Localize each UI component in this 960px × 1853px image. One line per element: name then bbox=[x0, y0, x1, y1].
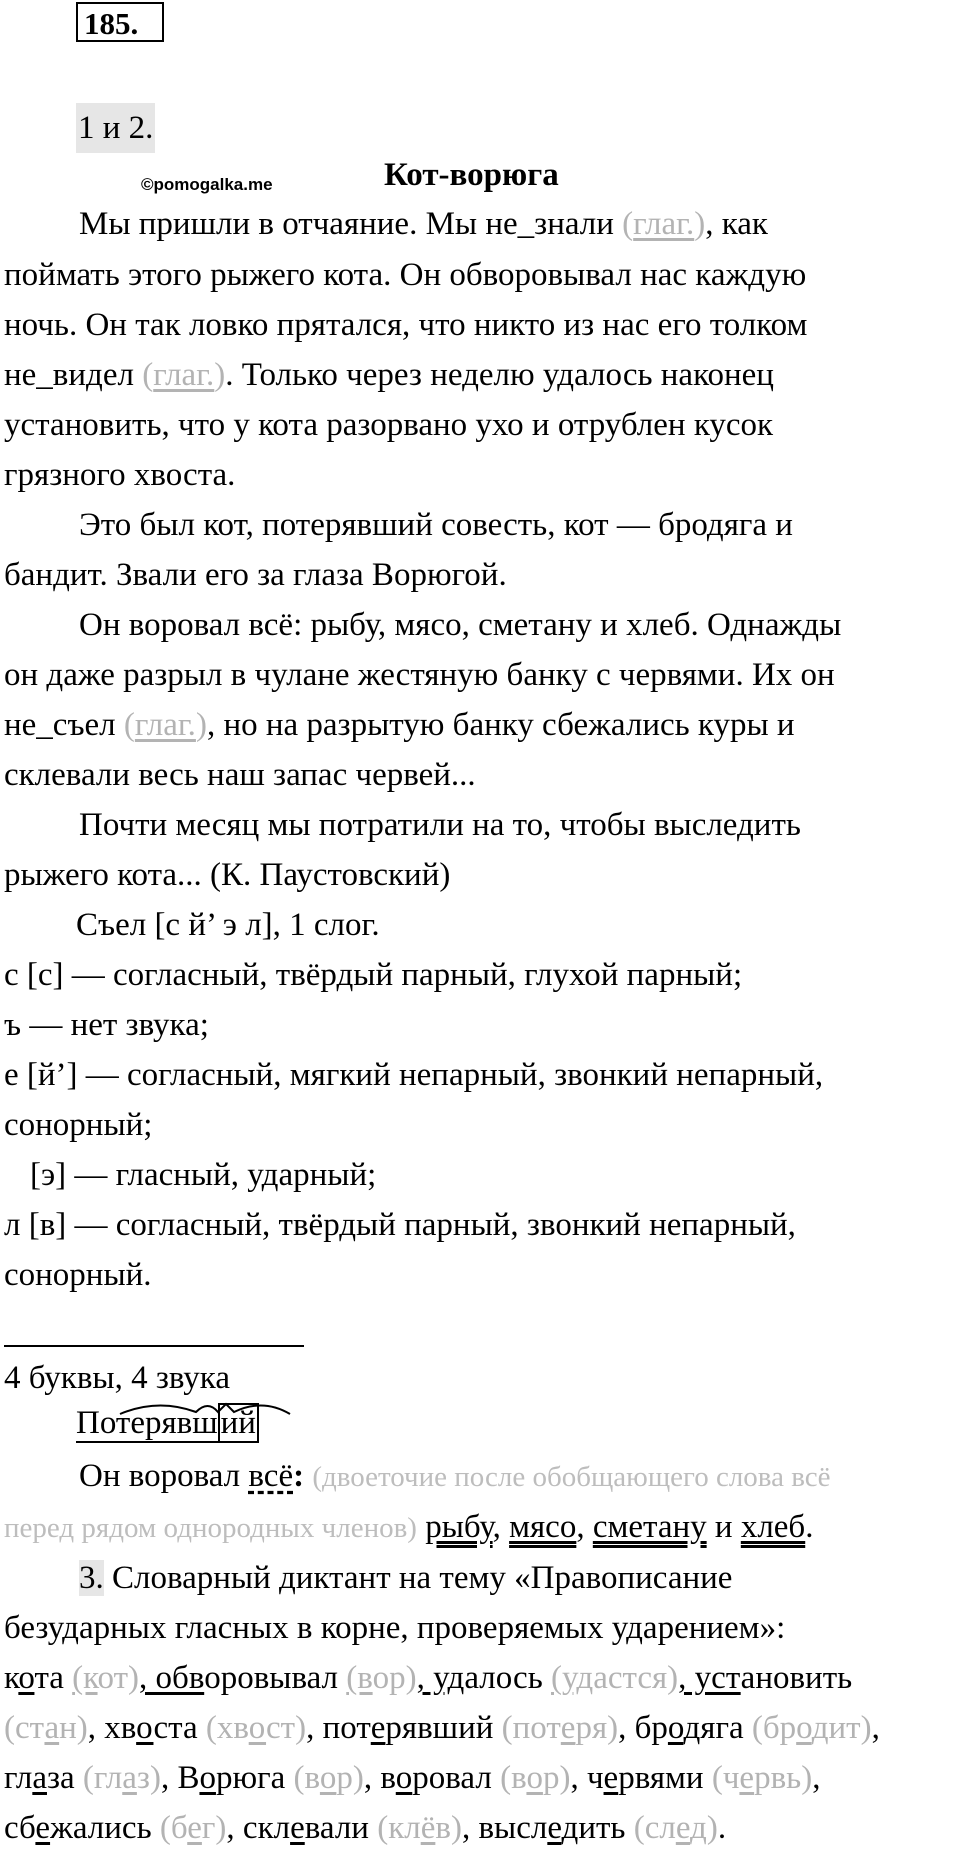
word-part: ста bbox=[153, 1710, 206, 1746]
syntax-line: перед рядом однородных членов) рыбу, мясо, сметану и хлеб. bbox=[4, 1509, 814, 1545]
stressed-vowel: о bbox=[18, 1660, 35, 1696]
word-part: новить bbox=[755, 1660, 853, 1696]
text-line: Мы пришли в отчаяние. Мы не_знали (глаг.), как bbox=[79, 206, 768, 242]
word-part: дяга bbox=[683, 1710, 752, 1746]
stressed-vowel: о bbox=[526, 1760, 543, 1796]
text-line: бандит. Звали его за глаза Ворюгой. bbox=[4, 557, 507, 593]
stressed-vowel: о bbox=[395, 1760, 413, 1796]
phonetic-line: е [й’] — согласный, мягкий непарный, звонкий непарный, bbox=[4, 1057, 824, 1093]
phonetic-line: сонорный; bbox=[4, 1107, 153, 1143]
word-part: ровывал bbox=[220, 1660, 347, 1696]
phonetic-head: Съел [с й’ э л], 1 слог. bbox=[76, 907, 380, 943]
text-title: Кот-ворюга bbox=[384, 157, 559, 193]
text-line: он даже разрыл в чулане жестяную банку с червями. Их он bbox=[4, 657, 835, 693]
check-word: д) bbox=[690, 1810, 718, 1846]
stressed-vowel: , обв bbox=[139, 1660, 205, 1696]
stressed-vowel: а bbox=[32, 1760, 47, 1796]
check-word: рвь) bbox=[754, 1760, 813, 1796]
stressed-vowel: (в bbox=[346, 1660, 373, 1696]
phonetic-line: л [в] — согласный, твёрдый парный, звонкий непарный, bbox=[4, 1207, 796, 1243]
part-label: 1 и 2. bbox=[76, 103, 155, 153]
check-word: з) bbox=[136, 1760, 161, 1796]
stressed-vowel: е bbox=[675, 1810, 691, 1846]
dictation-words bbox=[4, 1703, 880, 1753]
stressed-vowel: (уд bbox=[551, 1660, 594, 1696]
stressed-vowel: а bbox=[44, 1710, 60, 1746]
word-part: (пот bbox=[501, 1710, 561, 1746]
phonetic-line: [э] — гласный, ударный; bbox=[30, 1157, 377, 1193]
word-part: (сл bbox=[633, 1810, 676, 1846]
word-part: а bbox=[593, 1660, 608, 1696]
word-part: сб bbox=[4, 1810, 36, 1846]
word-part: (ст bbox=[4, 1710, 45, 1746]
word-part bbox=[64, 1660, 72, 1696]
dictation-line: безударных гласных в корне, проверяемых ударением»: bbox=[4, 1610, 786, 1646]
check-word: т) bbox=[113, 1660, 140, 1696]
dictation-line: 3. Словарный диктант на тему «Правописание bbox=[79, 1560, 733, 1596]
word-part: , хв bbox=[87, 1710, 137, 1746]
stressed-vowel: (к bbox=[72, 1660, 98, 1696]
dictation-words bbox=[4, 1653, 852, 1703]
check-word: н) bbox=[59, 1710, 88, 1746]
word-part: , высл bbox=[461, 1810, 548, 1846]
word-part: , скл bbox=[226, 1810, 291, 1846]
syntax-line: Он воровал всё: (двоеточие после обобщающего слова всё bbox=[79, 1458, 831, 1494]
text-line: ночь. Он так ловко прятался, что никто из нас его толком bbox=[4, 307, 808, 343]
word-part: (кл bbox=[377, 1810, 421, 1846]
text-line: Это был кот, потерявший совесть, кот — бродяга и bbox=[79, 507, 793, 543]
stressed-vowel: о bbox=[199, 1760, 216, 1796]
hint-verb: глаг. bbox=[134, 707, 196, 743]
watermark: ©pomogalka.me bbox=[141, 175, 273, 194]
word-part: (б bbox=[159, 1810, 188, 1846]
text-line: установить, что у кота разорвано ухо и отрублен кусок bbox=[4, 407, 774, 443]
word-part: о bbox=[97, 1660, 114, 1696]
text-line: Почти месяц мы потратили на то, чтобы выследить bbox=[79, 807, 801, 843]
text-line: Он воровал всё: рыбу, мясо, сметану и хлеб. Однажды bbox=[79, 607, 842, 643]
word-part: (гл bbox=[82, 1760, 123, 1796]
word-part: , bbox=[812, 1760, 821, 1796]
word-part: дить bbox=[561, 1810, 634, 1846]
text-line: грязного хвоста. bbox=[4, 457, 236, 493]
check-word: р) bbox=[389, 1660, 417, 1696]
text-line: рыжего кота... (К. Паустовский) bbox=[4, 857, 451, 893]
check-word: ст) bbox=[266, 1710, 307, 1746]
check-word: р) bbox=[336, 1760, 364, 1796]
text-line: не_съел (глаг.), но на разрытую банку сбежались куры и bbox=[4, 707, 795, 743]
check-word: стся) bbox=[607, 1660, 679, 1696]
stressed-vowel: о bbox=[667, 1710, 684, 1746]
stressed-vowel: е bbox=[547, 1810, 562, 1846]
word-part: о bbox=[204, 1660, 221, 1696]
stressed-vowel: е bbox=[290, 1810, 305, 1846]
stressed-vowel: ё bbox=[420, 1810, 436, 1846]
stressed-vowel: , уст bbox=[678, 1660, 741, 1696]
stressed-vowel: е bbox=[739, 1760, 755, 1796]
text-line: склевали весь наш запас червей... bbox=[4, 757, 476, 793]
hint-verb: глаг. bbox=[633, 206, 695, 242]
word-part: , bbox=[871, 1710, 880, 1746]
word-part: (ч bbox=[711, 1760, 740, 1796]
check-word: г) bbox=[201, 1810, 227, 1846]
word-part: к bbox=[4, 1660, 19, 1696]
word-part: (хв bbox=[205, 1710, 249, 1746]
phonetic-line: сонорный. bbox=[4, 1257, 152, 1293]
word-part: рюга bbox=[215, 1760, 294, 1796]
word-part: вали bbox=[304, 1810, 378, 1846]
word-part: ровал bbox=[412, 1760, 501, 1796]
stressed-vowel: е bbox=[603, 1760, 619, 1796]
stressed-vowel: о bbox=[248, 1710, 267, 1746]
word-part: жались bbox=[50, 1810, 160, 1846]
word-part: (в bbox=[293, 1760, 320, 1796]
word-part: , ч bbox=[570, 1760, 604, 1796]
word-part: . bbox=[717, 1810, 727, 1846]
word-part: рявший bbox=[385, 1710, 502, 1746]
word-part: , в bbox=[363, 1760, 396, 1796]
word-part: (бр bbox=[751, 1710, 797, 1746]
word-part: , бр bbox=[618, 1710, 668, 1746]
check-word: р) bbox=[542, 1760, 571, 1796]
root-arc-icon bbox=[118, 1400, 293, 1416]
check-word: в) bbox=[435, 1810, 462, 1846]
word-part: гл bbox=[4, 1760, 33, 1796]
stressed-vowel: е bbox=[187, 1810, 202, 1846]
stressed-vowel: о bbox=[136, 1710, 154, 1746]
stressed-vowel: е bbox=[370, 1710, 386, 1746]
dictation-words bbox=[4, 1753, 820, 1803]
stressed-vowel: е bbox=[35, 1810, 51, 1846]
word-part: та bbox=[34, 1660, 64, 1696]
word-part: , пот bbox=[306, 1710, 371, 1746]
check-word: дит) bbox=[811, 1710, 872, 1746]
word-part: (в bbox=[500, 1760, 527, 1796]
task-number-box: 185. bbox=[76, 2, 164, 42]
stressed-vowel: , уд bbox=[416, 1660, 465, 1696]
divider bbox=[4, 1345, 304, 1347]
hint-verb: глаг. bbox=[153, 357, 215, 393]
morpheme-word: Потерявший bbox=[76, 1398, 259, 1448]
phonetic-line: с [с] — согласный, твёрдый парный, глухой парный; bbox=[4, 957, 743, 993]
dictation-words bbox=[4, 1803, 726, 1853]
sound-count: 4 буквы, 4 звука bbox=[4, 1360, 230, 1396]
word-part: а bbox=[740, 1660, 756, 1696]
stressed-vowel: а bbox=[122, 1760, 137, 1796]
word-part: за bbox=[46, 1760, 83, 1796]
check-word: ря) bbox=[575, 1710, 619, 1746]
word-part: , В bbox=[160, 1760, 200, 1796]
stressed-vowel: о bbox=[319, 1760, 337, 1796]
phonetic-line: ъ — нет звука; bbox=[4, 1007, 209, 1043]
stressed-vowel: е bbox=[560, 1710, 576, 1746]
word-part: лось bbox=[479, 1660, 552, 1696]
word-part: а bbox=[464, 1660, 480, 1696]
word-part: рвями bbox=[618, 1760, 712, 1796]
stressed-vowel: о bbox=[796, 1710, 812, 1746]
word-part: о bbox=[372, 1660, 390, 1696]
text-line: поймать этого рыжего кота. Он обворовывал нас каждую bbox=[4, 257, 807, 293]
text-line: не_видел (глаг.). Только через неделю удалось наконец bbox=[4, 357, 774, 393]
